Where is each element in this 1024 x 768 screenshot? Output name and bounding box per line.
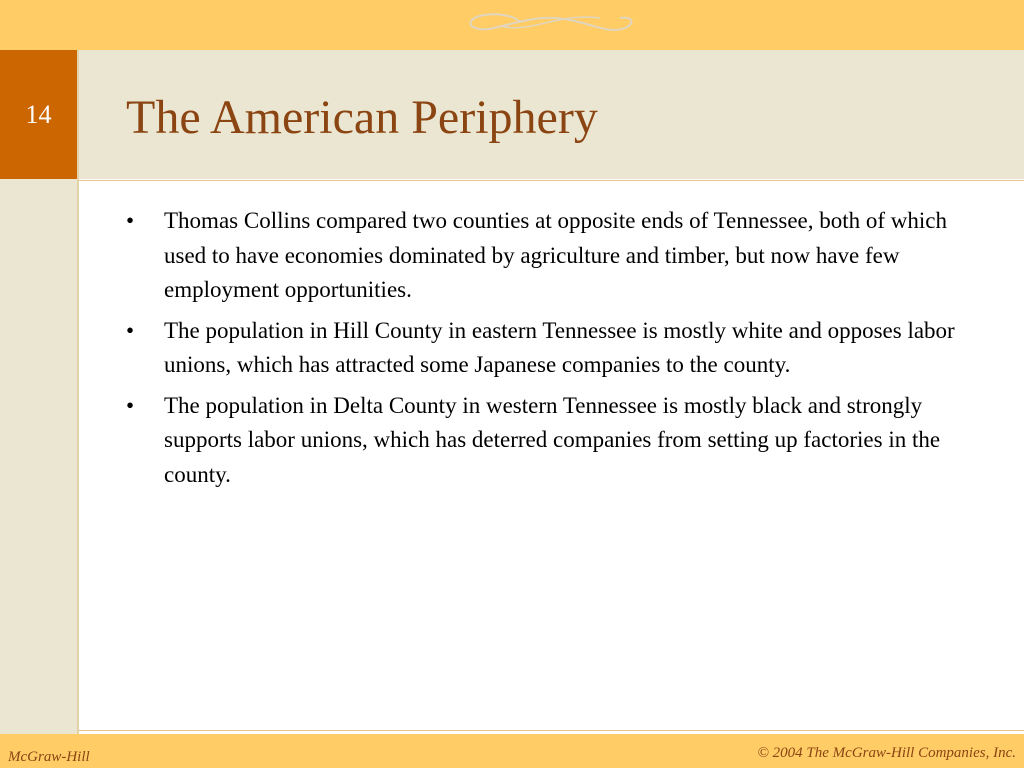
bullet-marker: •: [126, 317, 135, 343]
bullet-list: [124, 204, 974, 498]
bullet-item: [124, 389, 974, 493]
footer-copyright: © 2004 The McGraw-Hill Companies, Inc.: [757, 745, 1016, 761]
bullet-item: [124, 204, 974, 308]
bullet-marker: •: [126, 392, 135, 418]
slide-number: 14: [25, 100, 52, 129]
bullet-text: The population in Delta County in western Tennessee is mostly black and strongly supports labor unions, which has deterred companies from setting up factories in the county.: [164, 392, 941, 487]
slide-title: The American Periphery: [126, 91, 598, 144]
footer-publisher: McGraw-Hill: [8, 749, 90, 765]
bullet-text: The population in Hill County in eastern Tennessee is mostly white and opposes labor unions, which has attracted some Japanese companies to the county.: [164, 317, 955, 377]
swirl-ornament-icon: [460, 4, 640, 44]
bullet-item: [124, 314, 974, 383]
top-band: [0, 0, 1024, 50]
title-divider: [79, 180, 1024, 181]
bottom-divider: [79, 730, 1024, 731]
bullet-text: Thomas Collins compared two counties at opposite ends of Tennessee, both of which used to have economies dominated by agriculture and timber, but now have few employment opportunities.: [164, 208, 948, 302]
bullet-marker: •: [126, 208, 135, 233]
